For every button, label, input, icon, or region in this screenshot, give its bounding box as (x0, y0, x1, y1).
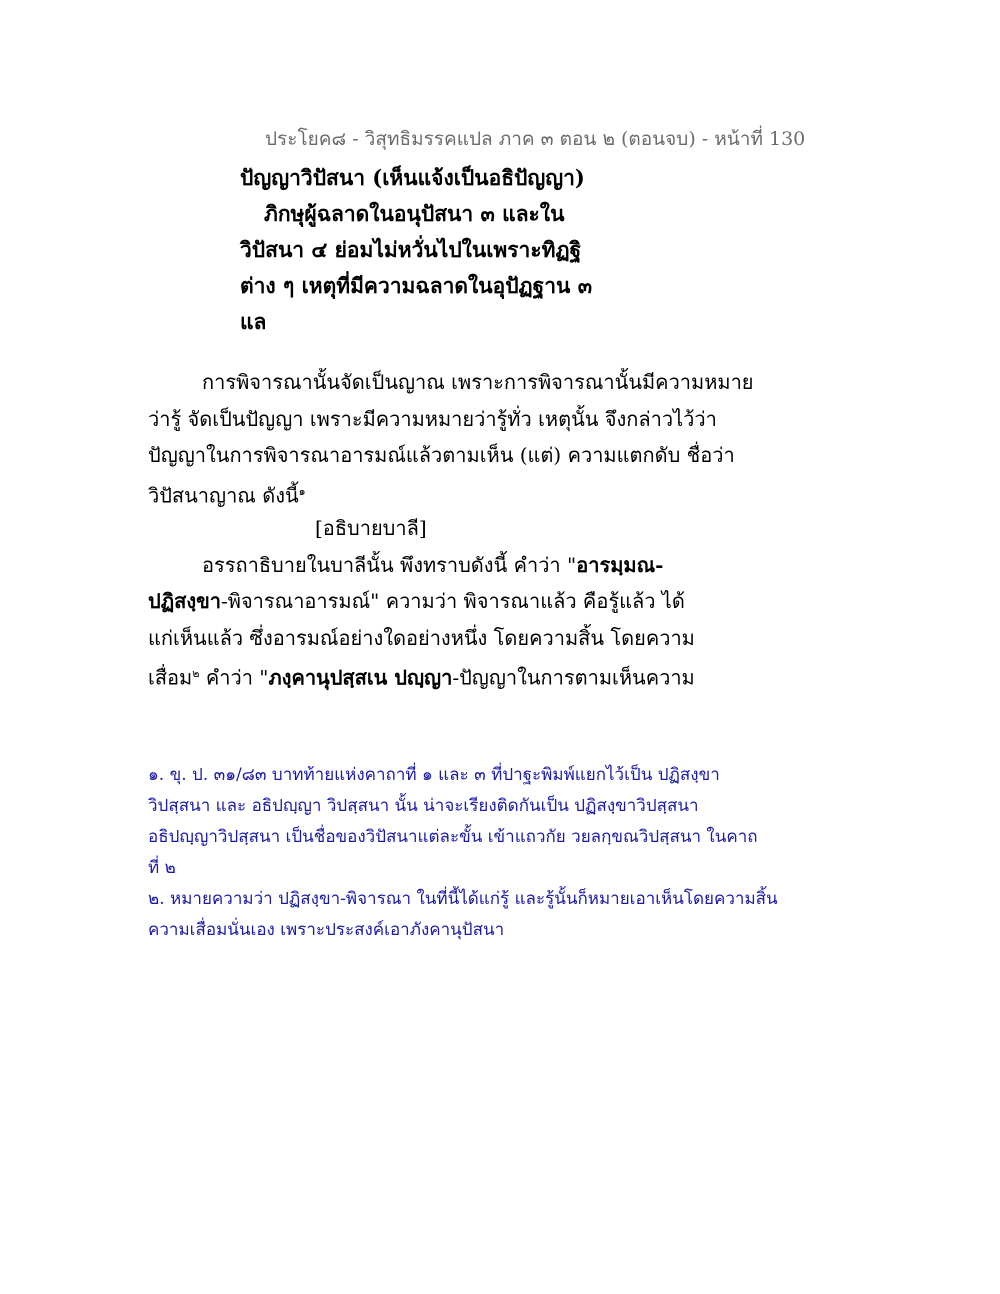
section-heading: [อธิบายบาลี] (315, 516, 427, 540)
footnote-line: อธิปญฺญาวิปสฺสนา เป็นชื่อของวิปัสนาแต่ละขั้น เข้าแถวกัย วยลกฺขณวิปสฺสนา ในคาถ (148, 827, 758, 847)
footnote-ref-2[interactable]: ๒ (192, 667, 200, 680)
body-text-span: อรรถาธิบายในบาลีนั้น พึงทราบดังนี้ คำว่า " (202, 552, 577, 577)
footnote-line: ๒. หมายความว่า ปฏิสงฺขา-พิจารณา ในที่นี้ได้แก่รู้ และรู้นั้นก็หมายเอาเห็นโดยความสิ้น (148, 889, 778, 909)
body-text-span: -ปัญญาในการตามเห็นความ (452, 665, 695, 690)
pali-term: ปฏิสงฺขา (148, 589, 221, 613)
body-line: แก่เห็นแล้ว ซึ่งอารมณ์อย่างใดอย่างหนึ่ง โดยความสิ้น โดยความ (148, 625, 695, 650)
body-line (148, 547, 868, 584)
verse-line: วิปัสนา ๔ ย่อมไม่หวั่นไปในเพราะทิฏฐิ (240, 237, 582, 262)
running-header: ประโยค๘ - วิสุทธิมรรคแปล ภาค ๓ ตอน ๒ (ตอนจบ) - หน้าที่ 130 (265, 128, 806, 150)
footnote-line: วิปสฺสนา และ อธิปญฺญา วิปสฺสนา นั้น น่าจะเรียงติดกันเป็น ปฏิสงฺขาวิปสฺสนา (148, 796, 699, 816)
pali-term: อารมฺมณ- (576, 552, 664, 577)
body-line: ว่ารู้ จัดเป็นปัญญา เพราะมีความหมายว่ารู้ทั่ว เหตุนั้น จึงกล่าวไว้ว่า (148, 406, 717, 431)
verse-block (240, 160, 760, 340)
body-text-span: -พิจารณาอารมณ์" ความว่า พิจารณาแล้ว คือรู้แล้ว ได้ (221, 589, 685, 613)
footnotes (148, 760, 868, 946)
footnote-line: ๑. ขุ. ป. ๓๑/๘๓ บาทท้ายแห่งคาถาที่ ๑ และ ๓ ที่ปาฐะพิมพ์แยกไว้เป็น ปฏิสงฺขา (148, 765, 720, 785)
verse-line: ภิกษุผู้ฉลาดในอนุปัสนา ๓ และใน (264, 201, 565, 226)
pali-term: ภงฺคานุปสฺสเน ปญฺญา (268, 665, 453, 690)
verse-line: ต่าง ๆ เหตุที่มีความฉลาดในอุปัฏฐาน ๓ (240, 273, 593, 298)
body-line: การพิจารณานั้นจัดเป็นญาณ เพราะการพิจารณานั้นมีความหมาย (202, 370, 754, 394)
verse-line: ปัญญาวิปัสนา (เห็นแจ้งเป็นอธิปัญญา) (240, 165, 585, 190)
body-line (148, 474, 868, 511)
footnote-ref-1[interactable]: ๑ (298, 484, 306, 498)
body-text-span: คำว่า " (199, 665, 269, 690)
body-text (148, 364, 868, 693)
body-text-span: เสื่อม (148, 665, 193, 690)
body-line: ปัญญาในการพิจารณาอารมณ์แล้วตามเห็น (แต่) ความแตกดับ ชื่อว่า (148, 443, 735, 467)
footnote-line: ความเสื่อมนั่นเอง เพราะประสงค์เอาภังคานุปัสนา (148, 920, 505, 940)
verse-line: แล (240, 309, 267, 334)
body-line (148, 583, 868, 620)
body-text-span: วิปัสนาญาณ ดังนี้ (148, 483, 299, 508)
body-line (148, 656, 868, 693)
footnote-line: ที่ ๒ (148, 858, 176, 878)
